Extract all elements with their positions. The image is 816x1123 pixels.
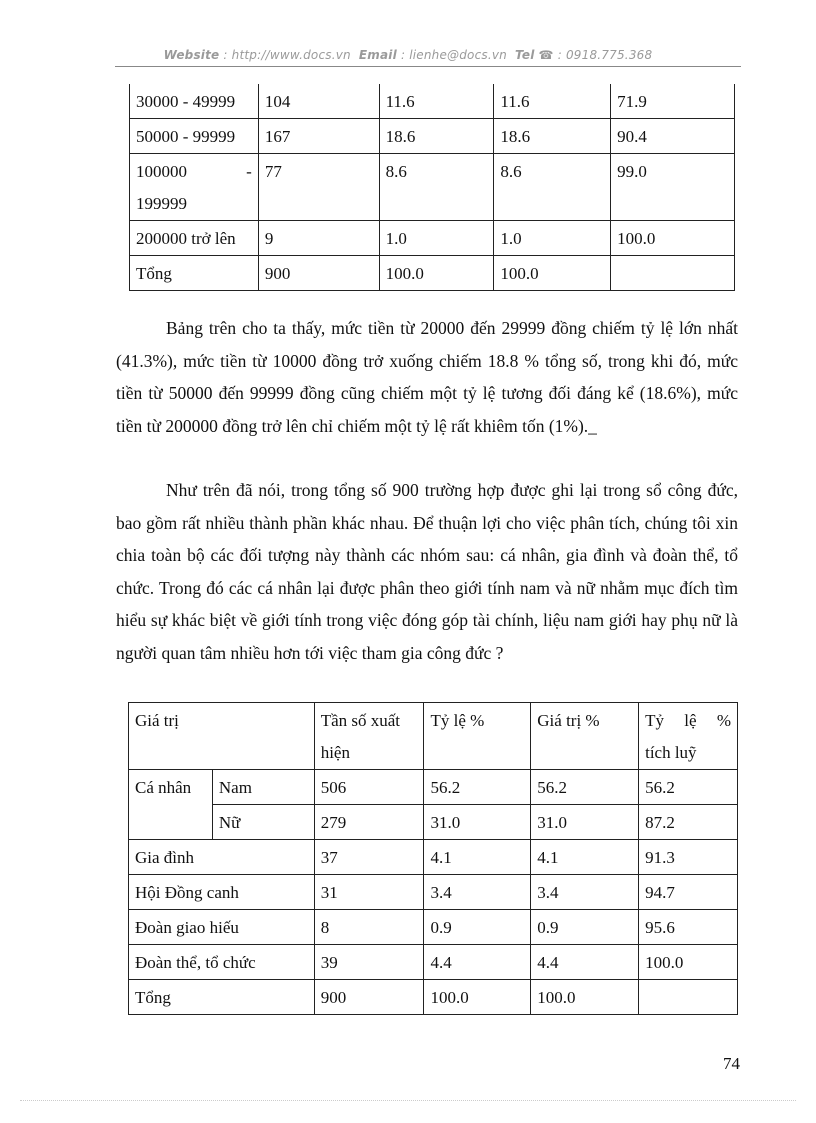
table-cell: 56.2: [531, 770, 639, 805]
table-cell: Nữ: [212, 805, 314, 840]
table-row: [129, 980, 738, 1015]
table-row: [129, 875, 738, 910]
group-cell: Cá nhân: [129, 770, 213, 840]
page-number: 74: [723, 1054, 740, 1073]
header-cell: Tỷ lệ %: [424, 703, 531, 770]
table-cell: 8.6: [494, 154, 611, 221]
table-cell: 91.3: [639, 840, 738, 875]
header-cell: Giá trị %: [531, 703, 639, 770]
table-cell: 900: [258, 256, 379, 291]
table-cell: 18.6: [379, 119, 494, 154]
donor-group-table: [128, 702, 738, 1015]
table-cell: 0.9: [531, 910, 639, 945]
table-cell: [611, 256, 735, 291]
website-value: : http://www.docs.vn: [223, 48, 351, 62]
table-cell: 90.4: [611, 119, 735, 154]
table-cell: 39: [314, 945, 424, 980]
table-cell: 100.0: [494, 256, 611, 291]
paragraph-intro: [116, 474, 738, 669]
table-cell: 104: [258, 84, 379, 119]
table-cell: 8: [314, 910, 424, 945]
table-cell: 4.1: [531, 840, 639, 875]
table-cell: 100.0: [424, 980, 531, 1015]
header-word: %: [716, 711, 731, 730]
table-cell: 3.4: [424, 875, 531, 910]
table-cell: 99.0: [611, 154, 735, 221]
income-range-table: [129, 84, 735, 291]
table-cell: Tổng: [129, 980, 315, 1015]
paragraph-summary: [116, 312, 738, 442]
table-cell: 100.0: [639, 945, 738, 980]
table-cell: 31.0: [531, 805, 639, 840]
table-cell: [639, 980, 738, 1015]
table-cell: 37: [314, 840, 424, 875]
range-end: 199999: [136, 194, 187, 213]
table-cell: 100.0: [611, 221, 735, 256]
table-cell: 0.9: [424, 910, 531, 945]
table-row: [129, 840, 738, 875]
table-cell: 8.6: [379, 154, 494, 221]
table-row: [130, 221, 735, 256]
page-header: [0, 48, 816, 62]
table-cell: 4.4: [424, 945, 531, 980]
table-cell: 900: [314, 980, 424, 1015]
table-cell: 87.2: [639, 805, 738, 840]
range-start: 100000: [136, 162, 187, 181]
table-cell: 1.0: [379, 221, 494, 256]
table-cell: [130, 154, 259, 221]
table-cell: 167: [258, 119, 379, 154]
table-row: [130, 256, 735, 291]
table-cell: 18.6: [494, 119, 611, 154]
table-cell: 50000 - 99999: [130, 119, 259, 154]
table-cell: 200000 trở lên: [130, 221, 259, 256]
table-cell: 9: [258, 221, 379, 256]
table-row: [130, 84, 735, 119]
table-cell: Đoàn giao hiếu: [129, 910, 315, 945]
header-cell: [639, 703, 738, 770]
header-word: tích luỹ: [645, 743, 697, 762]
table-cell: Hội Đồng canh: [129, 875, 315, 910]
footer-divider: [20, 1100, 796, 1101]
table-cell: 77: [258, 154, 379, 221]
table-header-row: [129, 703, 738, 770]
table-cell: 31: [314, 875, 424, 910]
table-cell: 100.0: [379, 256, 494, 291]
table-cell: 279: [314, 805, 424, 840]
table-cell: 506: [314, 770, 424, 805]
table-row: [129, 805, 738, 840]
table-cell: 94.7: [639, 875, 738, 910]
table-cell: 4.1: [424, 840, 531, 875]
range-dash: -: [246, 162, 252, 181]
website-label: Website: [163, 48, 220, 62]
table-cell: 11.6: [494, 84, 611, 119]
table-cell: 71.9: [611, 84, 735, 119]
header-divider: [115, 66, 741, 67]
table-row: [130, 119, 735, 154]
table-cell: Gia đình: [129, 840, 315, 875]
paragraph-1-text: Bảng trên cho ta thấy, mức tiền từ 20000 đến 29999 đồng chiếm tỷ lệ lớn nhất (41.3%), mức tiền từ 10000 đồng trở xuống chiếm 18.8 % tổng số, trong khi đó, mức tiền từ 50000 đến 99999 đồng cũng chiếm một tỷ lệ tương đối đáng kể (18.6%), mức tiền từ 200000 đồng trở lên chỉ chiếm một tỷ lệ rất khiêm tốn (1%)._: [116, 318, 738, 436]
table-cell: Nam: [212, 770, 314, 805]
table-cell: 56.2: [424, 770, 531, 805]
table-cell: 11.6: [379, 84, 494, 119]
table-cell: Đoàn thể, tổ chức: [129, 945, 315, 980]
header-word: lệ: [684, 711, 697, 730]
table-cell: 3.4: [531, 875, 639, 910]
table-row: [129, 910, 738, 945]
table-cell: 56.2: [639, 770, 738, 805]
tel-label: Tel: [515, 48, 535, 62]
header-cell: Giá trị: [129, 703, 315, 770]
tel-value: ☎ : 0918.775.368: [538, 48, 653, 62]
paragraph-2-text: Như trên đã nói, trong tổng số 900 trường hợp được ghi lại trong sổ công đức, bao gồm rất nhiều thành phần khác nhau. Để thuận lợi cho việc phân tích, chúng tôi xin chia toàn bộ các đối tượng này thành các nhóm sau: cá nhân, gia đình và đoàn thể, tổ chức. Trong đó các cá nhân lại được phân theo giới tính nam và nữ nhằm mục đích tìm hiểu sự khác biệt về giới tính trong việc đóng góp tài chính, liệu nam giới hay phụ nữ là người quan tâm nhiều hơn tới việc tham gia công đức ?: [116, 480, 738, 663]
table-row: [130, 154, 735, 221]
email-label: Email: [358, 48, 397, 62]
table-row: [129, 945, 738, 980]
table-cell: 100.0: [531, 980, 639, 1015]
table-cell: 31.0: [424, 805, 531, 840]
header-word: Tỷ: [645, 711, 664, 730]
email-value: : lienhe@docs.vn: [400, 48, 507, 62]
table-row: [129, 770, 738, 805]
header-cell: Tần số xuất hiện: [314, 703, 424, 770]
table-cell: Tổng: [130, 256, 259, 291]
table-cell: 1.0: [494, 221, 611, 256]
table-cell: 95.6: [639, 910, 738, 945]
table-cell: 30000 - 49999: [130, 84, 259, 119]
table-cell: 4.4: [531, 945, 639, 980]
